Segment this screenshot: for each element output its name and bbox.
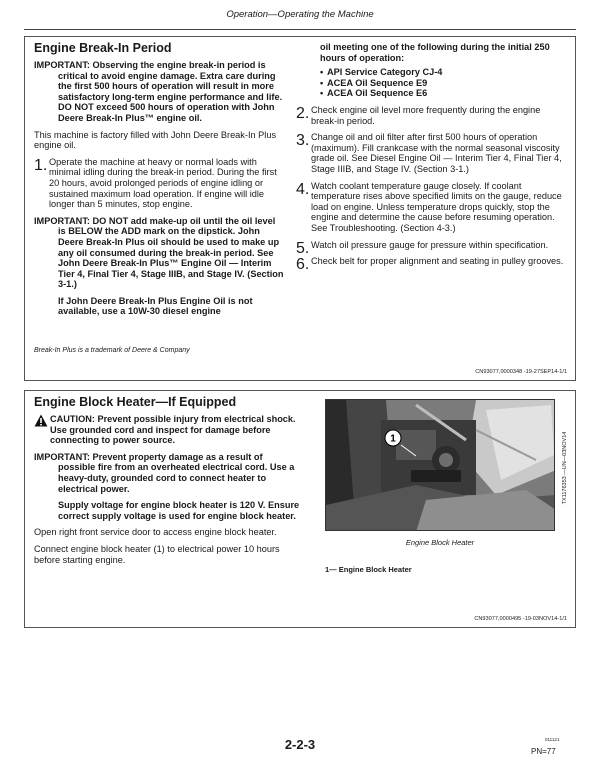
important-note-2-continued: If John Deere Break-In Plus Engine Oil is not available, use a 10W-30 diesel engine <box>58 295 253 317</box>
step-1-number: 1. <box>34 156 48 174</box>
step-3: 3. Change oil and oil filter after first 500 hours of operation (maximum). Fill crankcase with the normal seasonal viscosity grade oil. See Diesel Engine Oil — Interim Tier 4, Final Tier 4, Stage IIIB, and Stage IV. (Section 3-1.) <box>296 132 562 174</box>
section1-title: Engine Break-In Period <box>34 41 172 55</box>
access-paragraph: Open right front service door to access engine block heater. <box>34 527 277 538</box>
important-note-heater: IMPORTANT: Prevent property damage as a result of possible fire from an overheated electrical cord. Use a heavy-duty, grounded cord to connect heater to electrical power. <box>34 451 295 494</box>
photo-caption: Engine Block Heater <box>405 538 475 547</box>
important-note-1: IMPORTANT: Observing the engine break-in period is critical to avoid engine damage. Extra care during the first 500 hours of operation will result in more satisfactory long-term engine performance and life. DO NOT exceed 500 hours of operation with John Deere Break-In Plus™ engine oil. <box>34 60 283 123</box>
step-4: 4. Watch coolant temperature gauge closely. If coolant temperature rises above specified limits on the gauge, reduce load on engine. Unless temperature drops quickly, stop the engine and determine the cause before resuming operation. See Troubleshooting. (Section 4-3.) <box>296 180 562 233</box>
oil-spec-item: • ACEA Oil Sequence E6 <box>320 88 428 99</box>
section2-title: Engine Block Heater—If Equipped <box>34 395 237 409</box>
engine-block-heater-photo <box>325 399 555 531</box>
step-1 <box>34 157 284 210</box>
step-2: 2. Check engine oil level more frequently during the engine break-in period. <box>296 104 541 126</box>
section2-left-column <box>34 395 302 571</box>
connect-paragraph: Connect engine block heater (1) to electrical power 10 hours before starting engine. <box>34 543 280 565</box>
callout-legend: 1— Engine Block Heater <box>325 565 412 574</box>
section1-left-column <box>34 41 284 323</box>
step-5: 5. Watch oil pressure gauge for pressure within specification. <box>296 239 549 257</box>
footer-pn: PN=77 <box>531 747 556 756</box>
oil-spec-list <box>296 67 568 99</box>
trademark-note: Break-In Plus is a trademark of Deere & Company <box>34 347 190 354</box>
section-engine-break-in <box>24 36 576 381</box>
page-number: 2-2-3 <box>284 737 316 752</box>
section2-reference-code: CN93077,0000495 -19-03NOV14-1/1 <box>474 616 567 622</box>
important-note-2: IMPORTANT: DO NOT add make-up oil until the oil level is BELOW the ADD mark on the dipstick. John Deere Break-In Plus oil should be used to make up any oil consumed during the break-in period. See John Deere Break-In Plus™ Engine Oil — Interim Tier 4, Final Tier 4, Stage IIIB, and Stage IV. (Section 3-1.) <box>34 215 284 290</box>
step-1-text: Operate the machine at heavy or normal loads with minimal idling during the break-in period. During the first 20 hours, avoid prolonged periods of engine idling or sustained maximum load operation. If engine will idle longer than 5 minutes, stop engine. <box>49 156 277 210</box>
engine-photo-illustration <box>326 400 555 531</box>
section1-right-column <box>296 41 568 273</box>
section-engine-block-heater <box>24 390 576 628</box>
oil-spec-item: • API Service Category CJ-4 <box>320 67 443 78</box>
intro-paragraph: This machine is factory filled with John Deere Break-In Plus engine oil. <box>34 129 277 151</box>
footer-small-code: 011121 <box>545 737 560 742</box>
caution-text: CAUTION: Prevent possible injury from electrical shock. Use grounded cord and inspect for damage before connecting to power source. <box>50 414 296 446</box>
section1-reference-code: CN93077,0000348 -19-27SEP14-1/1 <box>475 369 567 375</box>
oil-spec-item: • ACEA Oil Sequence E9 <box>320 77 428 88</box>
warning-triangle-icon <box>34 414 48 427</box>
voltage-note: Supply voltage for engine block heater is 120 V. Ensure correct supply voltage is used for engine block heater. <box>58 500 300 521</box>
caution-note <box>34 414 302 446</box>
step-6: 6. Check belt for proper alignment and seating in pulley grooves. <box>296 256 564 274</box>
header-title: Operation—Operating the Machine <box>226 9 374 20</box>
callout-number: 1 <box>390 433 396 445</box>
oil-requirement-continued: oil meeting one of the following during the initial 250 hours of operation: <box>320 42 550 63</box>
page-header <box>24 8 576 30</box>
image-id: TX1176353 —UN—03NOV14 <box>562 431 568 505</box>
